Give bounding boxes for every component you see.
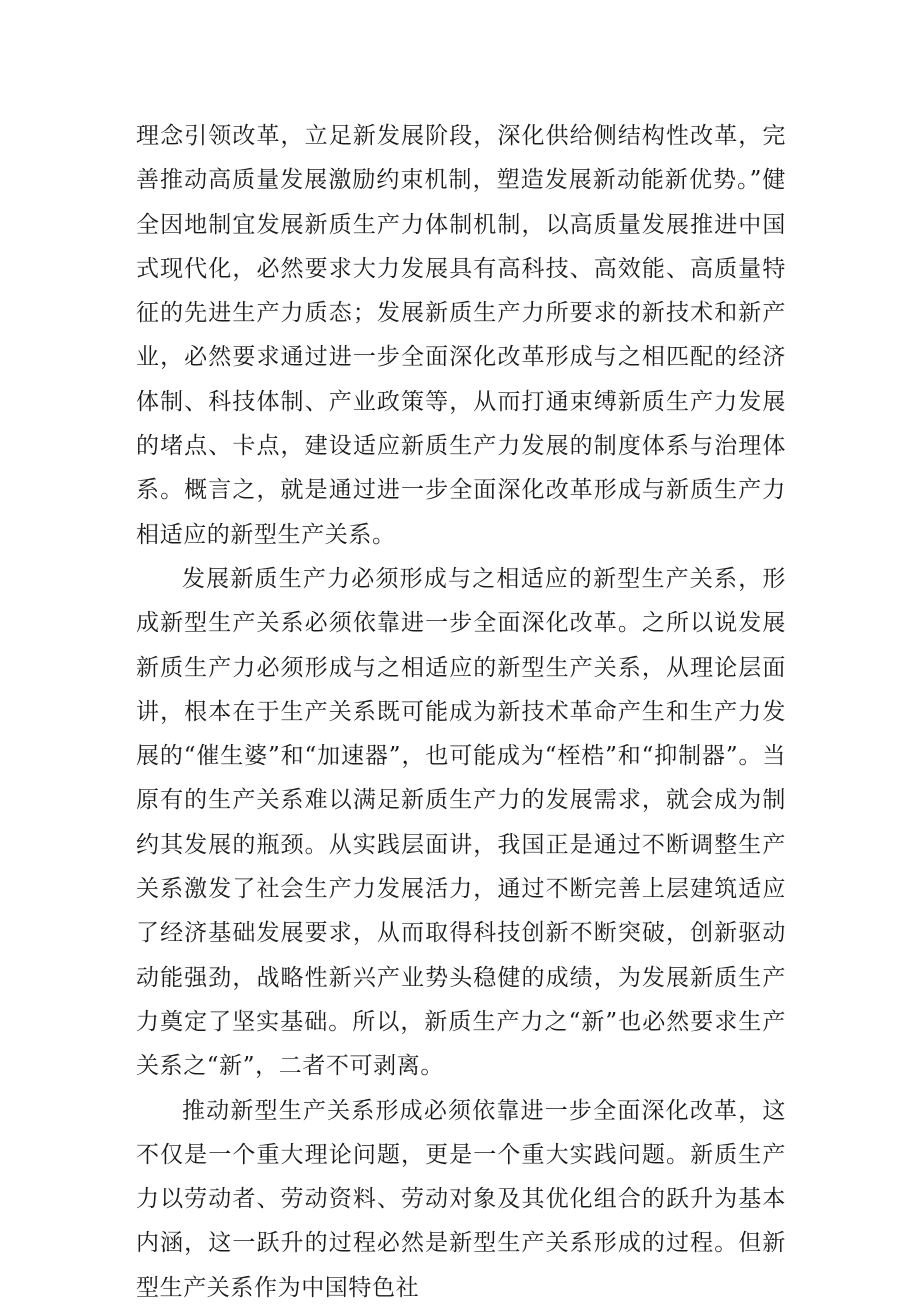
document-body [136, 114, 786, 1310]
paragraph: 发展新质生产力必须形成与之相适应的新型生产关系，形成新型生产关系必须依靠进一步全面深化改革。之所以说发展新质生产力必须形成与之相适应的新型生产关系，从理论层面讲，根本在于生产关系既可能成为新技术革命产生和生产力发展的“催生婆”和“加速器”，也可能成为“桎梏”和“抑制器”。当原有的生产关系难以满足新质生产力的发展需求，就会成为制约其发展的瓶颈。从实践层面讲，我国正是通过不断调整生产关系激发了社会生产力发展活力，通过不断完善上层建筑适应了经济基础发展要求，从而取得科技创新不断突破，创新驱动动能强劲，战略性新兴产业势头稳健的成绩，为发展新质生产力奠定了坚实基础。所以，新质生产力之“新”也必然要求生产关系之“新”，二者不可剥离。 [136, 565, 786, 1080]
paragraph: 推动新型生产关系形成必须依靠进一步全面深化改革，这不仅是一个重大理论问题，更是一个重大实践问题。新质生产力以劳动者、劳动资料、劳动对象及其优化组合的跃升为基本内涵，这一跃升的过程必然是新型生产关系形成的过程。但新型生产关系作为中国特色社 [136, 1097, 786, 1301]
paragraph-continued: 理念引领改革，立足新发展阶段，深化供给侧结构性改革，完善推动高质量发展激励约束机制，塑造发展新动能新优势。”健全因地制宜发展新质生产力体制机制，以高质量发展推进中国式现代化，必然要求大力发展具有高科技、高效能、高质量特征的先进生产力质态；发展新质生产力所要求的新技术和新产业，必然要求通过进一步全面深化改革形成与之相匹配的经济体制、科技体制、产业政策等，从而打通束缚新质生产力发展的堵点、卡点，建设适应新质生产力发展的制度体系与治理体系。概言之，就是通过进一步全面深化改革形成与新质生产力相适应的新型生产关系。 [136, 123, 786, 548]
